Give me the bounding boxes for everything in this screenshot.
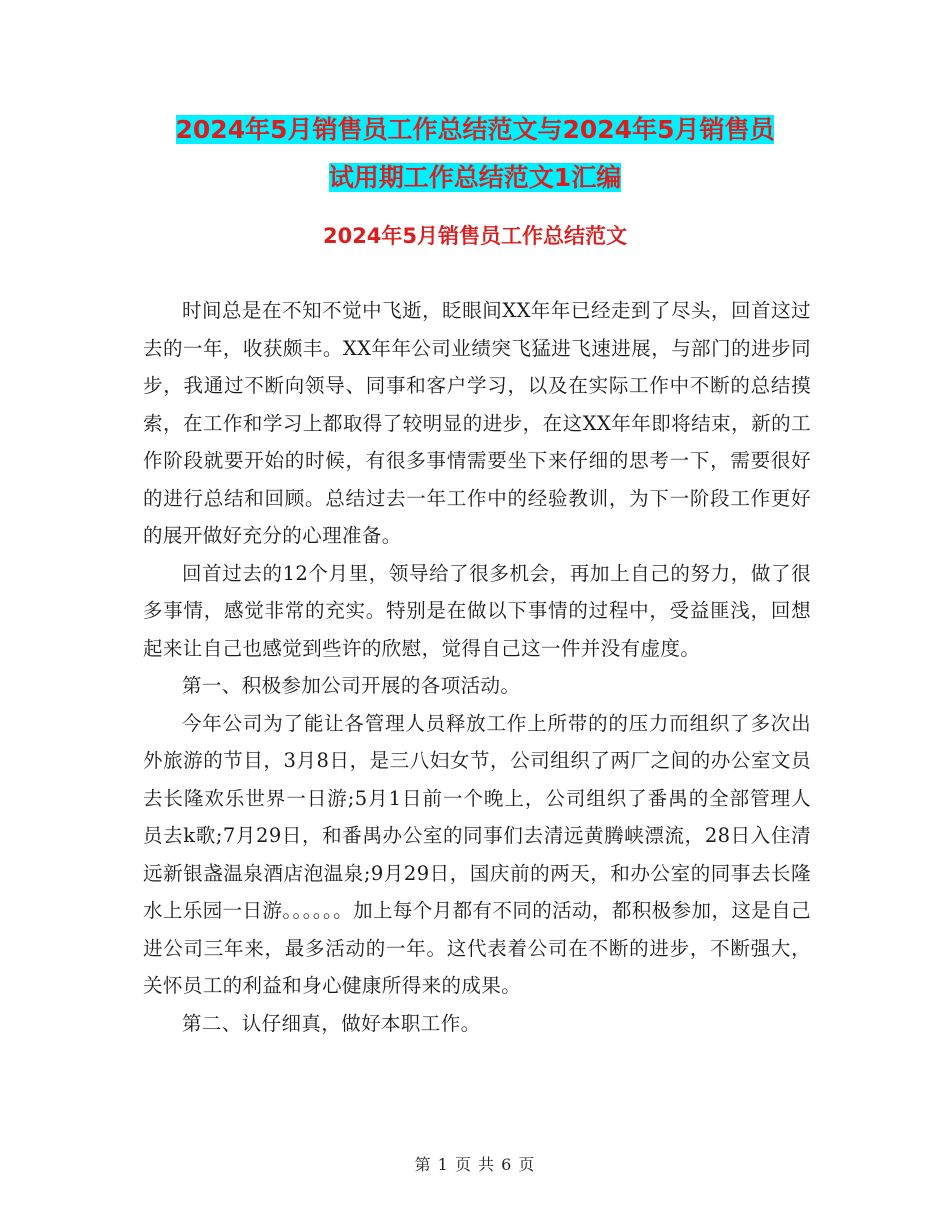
- body-paragraph-3: 第一、积极参加公司开展的各项活动。: [182, 674, 521, 697]
- body-paragraph-2: 回首过去的12个月里，领导给了很多机会，再加上自己的努力，做了很多事情，感觉非常的充实。特别是在做以下事情的过程中，受益匪浅，回想起来让自己也感觉到些许的欣慰，觉得自己这一件并没有虚度。: [143, 561, 811, 660]
- document-body: [143, 292, 811, 1042]
- body-paragraph-4: 今年公司为了能让各管理人员释放工作上所带的的压力而组织了多次出外旅游的节目，3月8日，是三八妇女节，公司组织了两厂之间的办公室文员去长隆欢乐世界一日游;5月1日前一个晚上，公司组织了番禺的全部管理人员去k歌;7月29日，和番禺办公室的同事们去清远黄腾峡漂流，28日入住清远新银盏温泉酒店泡温泉;9月29日，国庆前的两天，和办公室的同事去长隆水上乐园一日游。。。。。。加上每个月都有不同的活动，都积极参加，这是自己进公司三年来，最多活动的一年。这代表着公司在不断的进步，不断强大，关怀员工的利益和身心健康所得来的成果。: [143, 711, 811, 997]
- section-title: 2024年5月销售员工作总结范文: [322, 224, 628, 248]
- body-paragraph-5: 第二、认仔细真，做好本职工作。: [182, 1011, 481, 1035]
- document-title: [140, 106, 810, 202]
- document-title-line-1: 2024年5月销售员工作总结范文与2024年5月销售员: [175, 115, 775, 144]
- document-title-line-2: 试用期工作总结范文1汇编: [328, 163, 622, 192]
- body-paragraph-1: 时间总是在不知不觉中飞逝，眨眼间XX年年已经走到了尽头，回首这过去的一年，收获颇丰。XX年年公司业绩突飞猛进飞速进展，与部门的进步同步，我通过不断向领导、同事和客户学习，以及在实际工作中不断的总结摸索，在工作和学习上都取得了较明显的进步，在这XX年年即将结束，新的工作阶段就要开始的时候，有很多事情需要坐下来仔细的思考一下，需要很好的进行总结和回顾。总结过去一年工作中的经验教训，为下一阶段工作更好的展开做好充分的心理准备。: [143, 299, 811, 547]
- page-footer: 第 1 页 共 6 页: [414, 1155, 536, 1174]
